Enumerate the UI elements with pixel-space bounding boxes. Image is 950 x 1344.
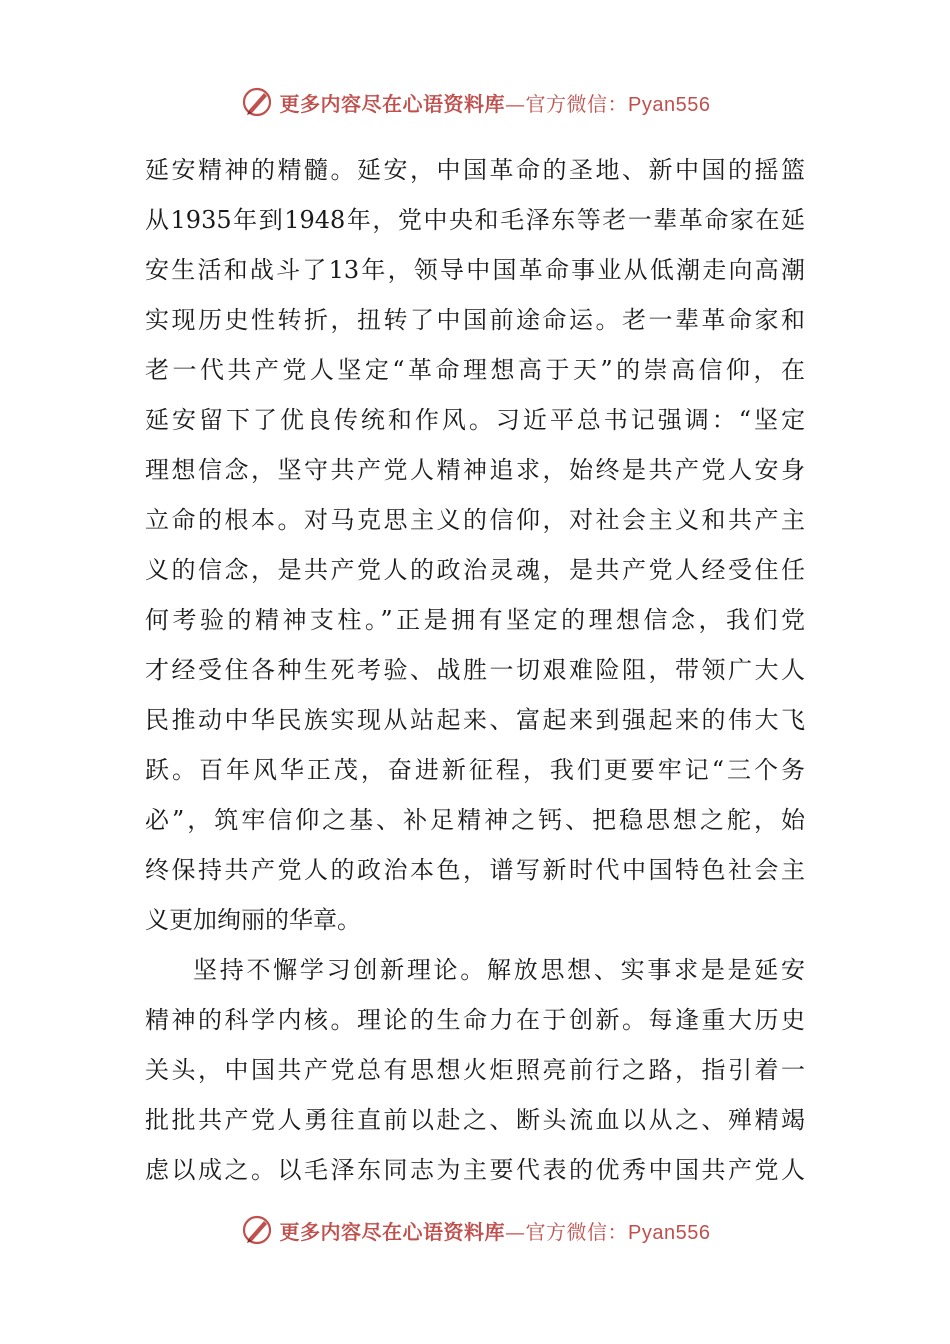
body-line: 从1935年到1948年，党中央和毛泽东等老一辈革命家在延 <box>145 206 805 234</box>
body-line: 义更加绚丽的华章。 <box>145 906 361 934</box>
body-line: 老一代共产党人坚定“革命理想高于天”的崇高信仰，在 <box>145 356 805 384</box>
body-line: 终保持共产党人的政治本色，谱写新时代中国特色社会主 <box>145 856 805 884</box>
body-line: 延安留下了优良传统和作风。习近平总书记强调：“坚定 <box>145 406 805 434</box>
body-line: 立命的根本。对马克思主义的信仰，对社会主义和共产主 <box>145 506 805 534</box>
footer-brand: 更多内容尽在心语资料库 <box>279 1219 506 1244</box>
body-line: 坚持不懈学习创新理论。解放思想、实事求是是延安 <box>193 956 805 984</box>
header-brand: 更多内容尽在心语资料库 <box>279 91 506 116</box>
footer-banner <box>0 1210 950 1250</box>
header-banner <box>0 82 950 122</box>
body-line: 何考验的精神支柱。”正是拥有坚定的理想信念，我们党 <box>145 606 805 634</box>
document-body <box>145 145 805 1195</box>
footer-text <box>280 1216 711 1245</box>
body-line: 延安精神的精髓。延安，中国革命的圣地、新中国的摇篮 <box>145 156 805 184</box>
body-line: 精神的科学内核。理论的生命力在于创新。每逢重大历史 <box>145 1006 805 1034</box>
body-line: 跃。百年风华正茂，奋进新征程，我们更要牢记“三个务 <box>145 756 805 784</box>
body-line: 理想信念，坚守共产党人精神追求，始终是共产党人安身 <box>145 456 805 484</box>
pen-circle-icon <box>240 85 274 119</box>
footer-dash: — <box>505 1219 526 1244</box>
pen-circle-icon <box>240 1213 274 1247</box>
header-text <box>280 88 711 117</box>
body-line: 关头，中国共产党总有思想火炬照亮前行之路，指引着一 <box>145 1056 805 1084</box>
footer-wechat-id: Pyan556 <box>628 1221 711 1244</box>
header-wechat-id: Pyan556 <box>628 93 711 116</box>
header-dash: — <box>505 91 526 116</box>
body-line: 安生活和战斗了13年，领导中国革命事业从低潮走向高潮 <box>145 256 805 284</box>
body-line: 实现历史性转折，扭转了中国前途命运。老一辈革命家和 <box>145 306 805 334</box>
header-label: 官方微信： <box>525 91 629 116</box>
body-line: 才经受住各种生死考验、战胜一切艰难险阻，带领广大人 <box>145 656 805 684</box>
body-line: 义的信念，是共产党人的政治灵魂，是共产党人经受住任 <box>145 556 805 584</box>
footer-label: 官方微信： <box>525 1219 629 1244</box>
body-line: 虑以成之。以毛泽东同志为主要代表的优秀中国共产党人 <box>145 1156 805 1184</box>
body-line: 必”，筑牢信仰之基、补足精神之钙、把稳思想之舵，始 <box>145 806 805 834</box>
body-line: 民推动中华民族实现从站起来、富起来到强起来的伟大飞 <box>145 706 805 734</box>
body-line: 批批共产党人勇往直前以赴之、断头流血以从之、殚精竭 <box>145 1106 805 1134</box>
